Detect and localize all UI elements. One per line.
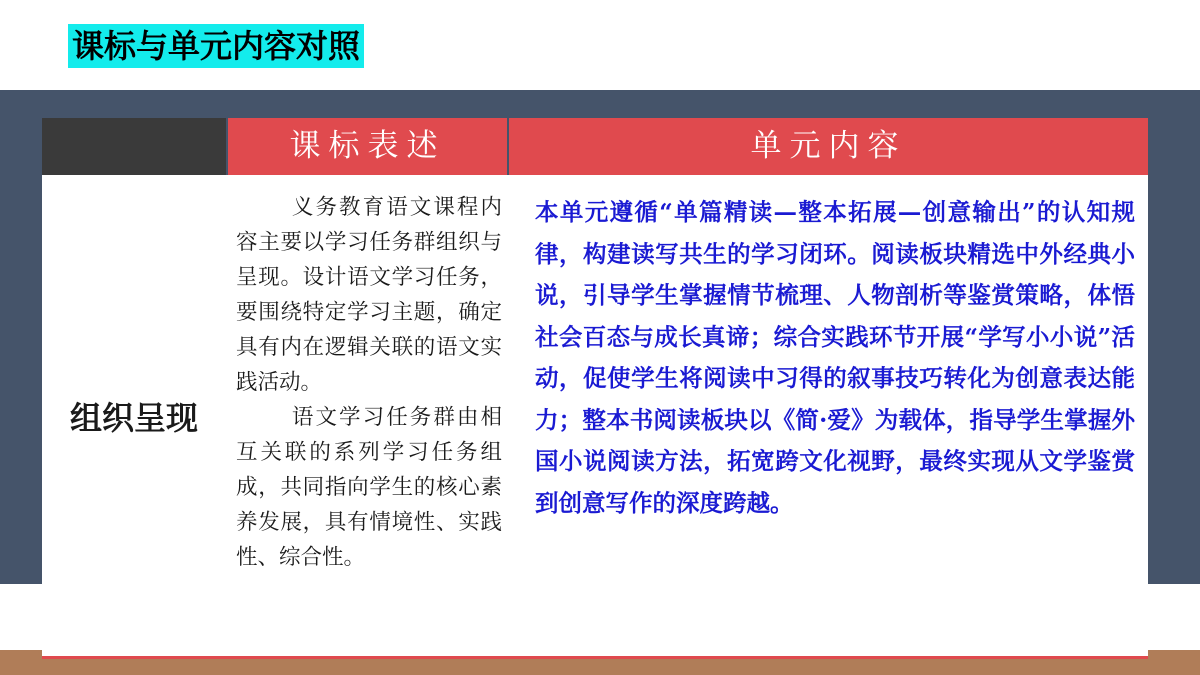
header-blank-cell bbox=[42, 118, 226, 175]
page-title: 课标与单元内容对照 bbox=[68, 24, 364, 68]
header-unit-label: 单元内容 bbox=[750, 128, 907, 164]
header-unit-cell bbox=[509, 118, 1148, 175]
header-standard-cell bbox=[228, 118, 507, 175]
standard-text bbox=[236, 190, 502, 575]
standard-paragraph-2: 语文学习任务群由相互关联的系列学习任务组成，共同指向学生的核心素养发展，具有情境性、实践性、综合性。 bbox=[236, 405, 502, 570]
row-label: 组织呈现 bbox=[69, 398, 198, 437]
header-standard-label: 课标表述 bbox=[289, 128, 446, 164]
unit-content-paragraph: 本单元遵循“单篇精读—整本拓展—创意输出”的认知规律，构建读写共生的学习闭环。阅读板块精选中外经典小说，引导学生掌握情节梳理、人物剖析等鉴赏策略，体悟社会百态与成长真谛；综合实践环节开展“学写小小说”活动，促使学生将阅读中习得的叙事技巧转化为创意表达能力；整本书阅读板块以《简·爱》为载体，指导学生掌握外国小说阅读方法，拓宽跨文化视野，最终实现从文学鉴赏到创意写作的深度跨越。 bbox=[535, 198, 1135, 517]
standard-paragraph-1: 义务教育语文课程内容主要以学习任务群组织与呈现。设计语文学习任务，要围绕特定学习主题，确定具有内在逻辑关联的语文实践活动。 bbox=[236, 195, 502, 395]
unit-content-text bbox=[535, 192, 1135, 524]
table-bottom-rule bbox=[42, 656, 1148, 659]
comparison-table bbox=[42, 118, 1148, 659]
